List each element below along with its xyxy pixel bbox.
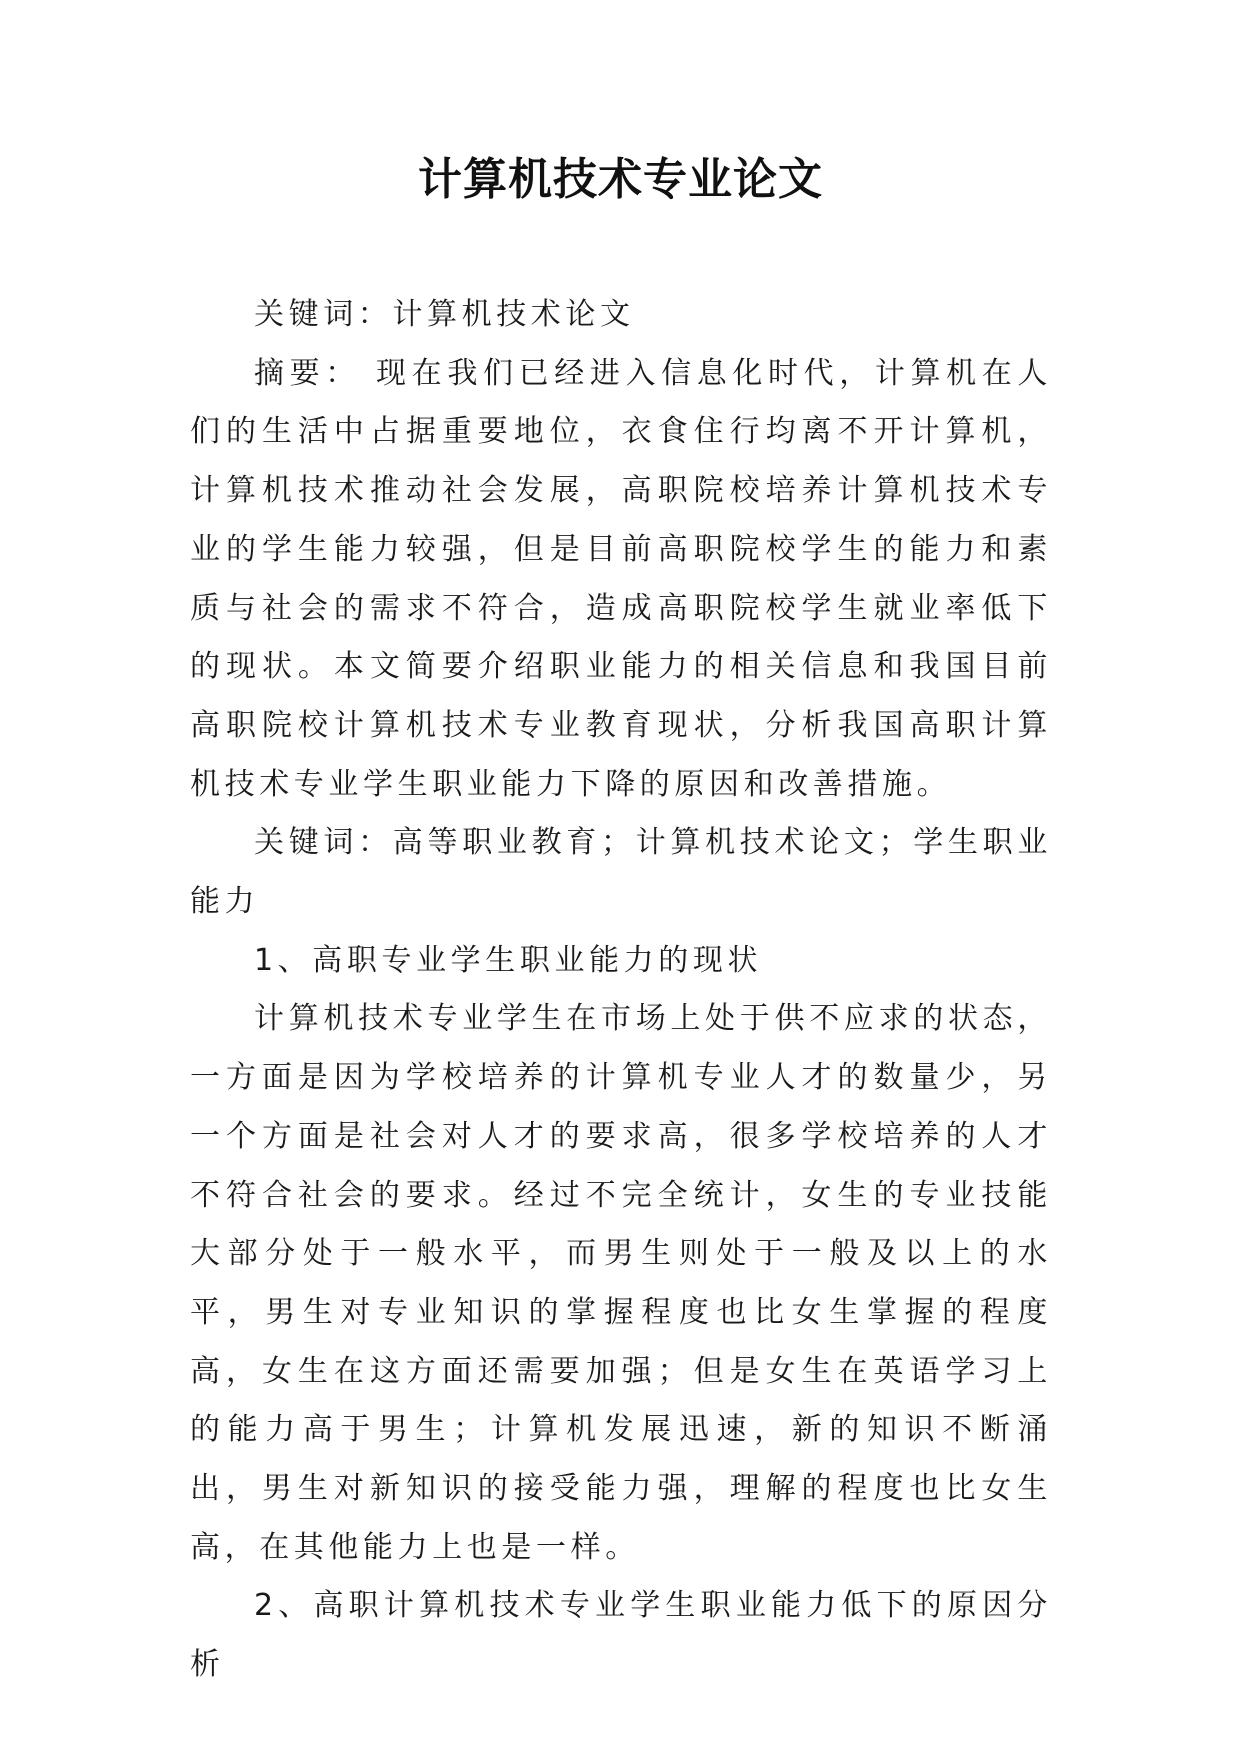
- body-paragraph-1: 计算机技术专业学生在市场上处于供不应求的状态，一方面是因为学校培养的计算机专业人才的数量少，另一个方面是社会对人才的要求高，很多学校培养的人才不符合社会的要求。经过不完全统计，女生的专业技能大部分处于一般水平，而男生则处于一般及以上的水平，男生对专业知识的掌握程度也比女生掌握的程度高，女生在这方面还需要加强；但是女生在英语学习上的能力高于男生；计算机发展迅速，新的知识不断涌出，男生对新知识的接受能力强，理解的程度也比女生高，在其他能力上也是一样。: [190, 1001, 1052, 1565]
- keywords-line: 关键词：计算机技术论文: [254, 297, 635, 332]
- document-title: 计算机技术专业论文: [418, 154, 823, 205]
- section-heading-1: 1、高职专业学生职业能力的现状: [254, 942, 763, 978]
- document-body: [190, 286, 1052, 1695]
- section-heading-2: 2、高职计算机技术专业学生职业能力低下的原因分析: [190, 1588, 1052, 1683]
- keywords-paragraph: 关键词：高等职业教育；计算机技术论文；学生职业能力: [190, 825, 1052, 920]
- abstract-paragraph: 摘要： 现在我们已经进入信息化时代，计算机在人们的生活中占据重要地位，衣食住行均离不开计算机，计算机技术推动社会发展，高职院校培养计算机技术专业的学生能力较强，但是目前高职院校学生的能力和素质与社会的需求不符合，造成高职院校学生就业率低下的现状。本文简要介绍职业能力的相关信息和我国目前高职院校计算机技术专业教育现状，分析我国高职计算机技术专业学生职业能力下降的原因和改善措施。: [190, 355, 1052, 802]
